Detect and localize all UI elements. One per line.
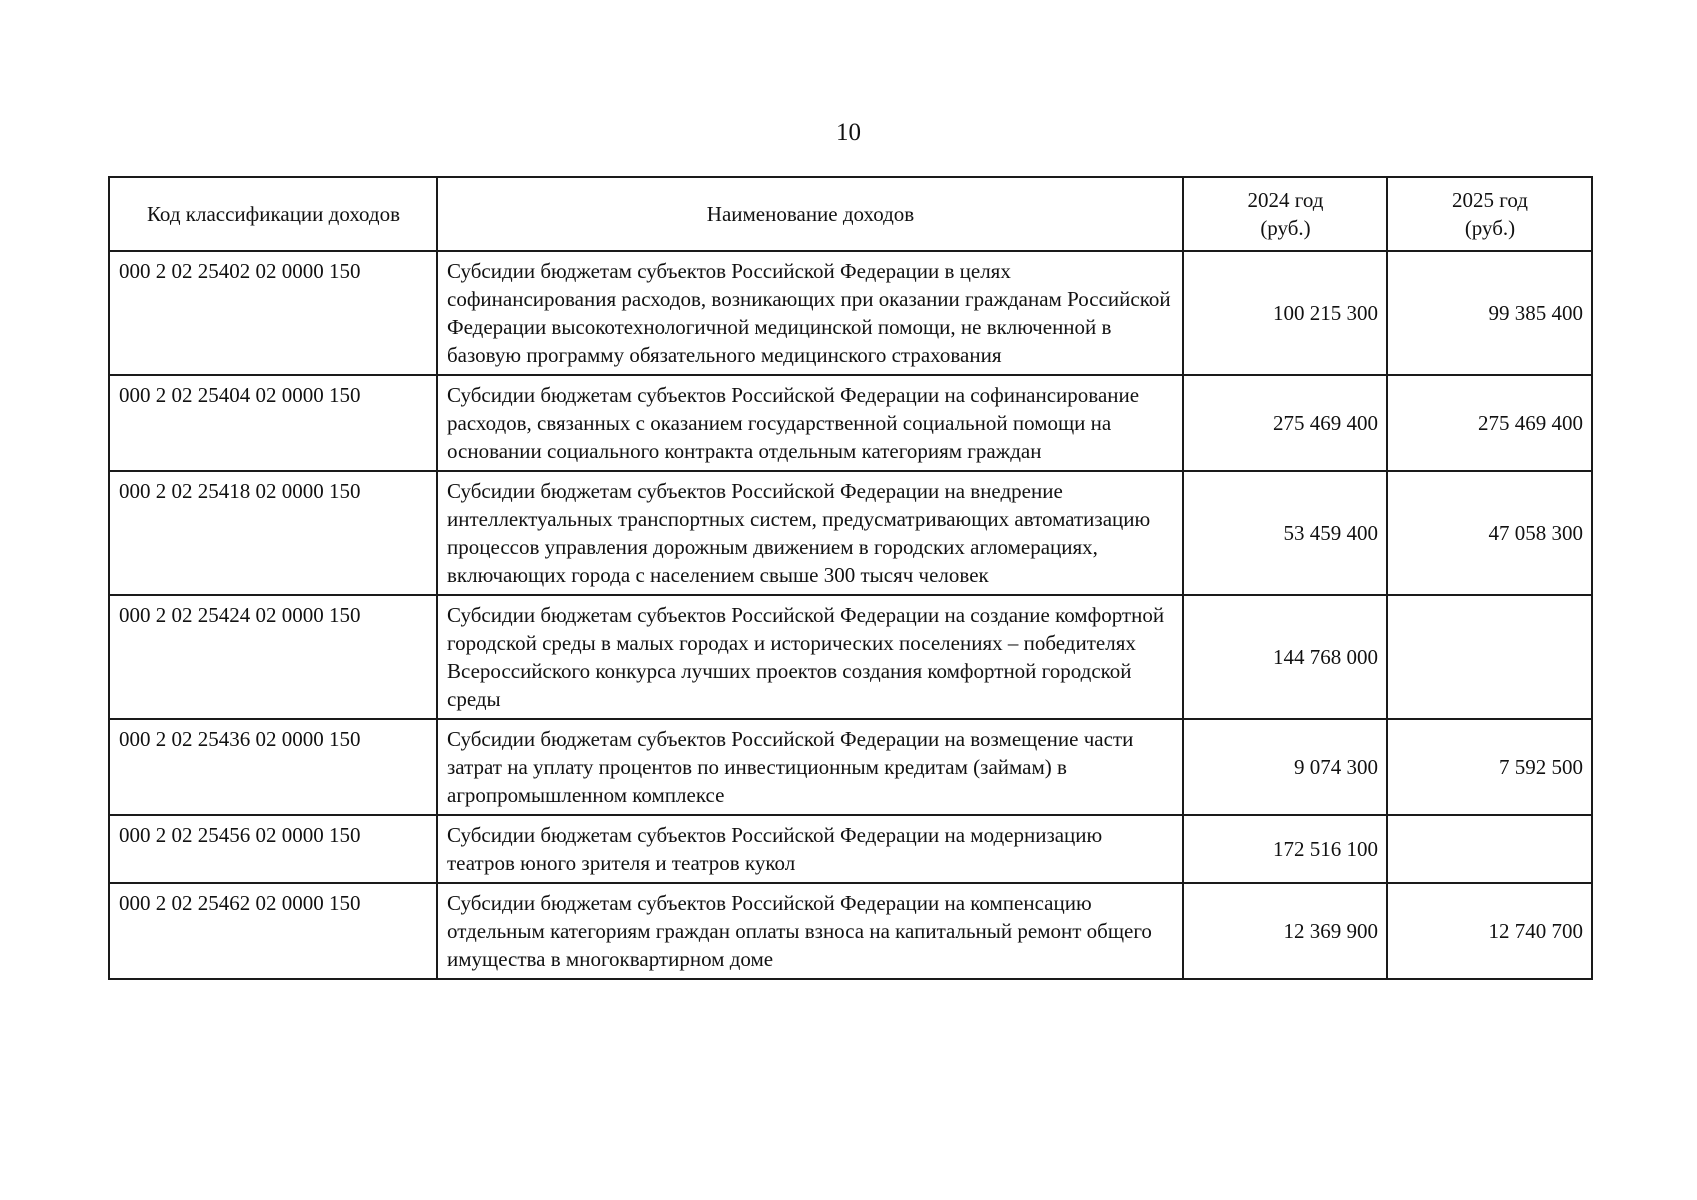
- row-code: 000 2 02 25402 02 0000 150: [109, 251, 437, 375]
- header-name: Наименование доходов: [437, 177, 1183, 251]
- row-code: 000 2 02 25462 02 0000 150: [109, 883, 437, 979]
- table-row: [109, 471, 1592, 595]
- row-2024-value: 9 074 300: [1183, 719, 1387, 815]
- row-2025-value: [1387, 815, 1592, 883]
- row-2025-value: [1387, 595, 1592, 719]
- row-2025-value: 99 385 400: [1387, 251, 1592, 375]
- row-name: Субсидии бюджетам субъектов Российской Федерации на компенсацию отдельным категориям граждан оплаты взноса на капитальный ремонт общего имущества в многоквартирном доме: [437, 883, 1183, 979]
- row-name: Субсидии бюджетам субъектов Российской Федерации на создание комфортной городской среды в малых городах и исторических поселениях – победителях Всероссийского конкурса лучших проектов создания комфортной городской среды: [437, 595, 1183, 719]
- table-row: [109, 595, 1592, 719]
- row-2024-value: 144 768 000: [1183, 595, 1387, 719]
- row-2025-value: 7 592 500: [1387, 719, 1592, 815]
- header-code: Код классификации доходов: [109, 177, 437, 251]
- row-code: 000 2 02 25424 02 0000 150: [109, 595, 437, 719]
- table-header-row: [109, 177, 1592, 251]
- row-name: Субсидии бюджетам субъектов Российской Федерации на модернизацию театров юного зрителя и театров кукол: [437, 815, 1183, 883]
- row-2024-value: 53 459 400: [1183, 471, 1387, 595]
- row-2024-value: 100 215 300: [1183, 251, 1387, 375]
- row-2024-value: 172 516 100: [1183, 815, 1387, 883]
- row-code: 000 2 02 25418 02 0000 150: [109, 471, 437, 595]
- header-2025: 2025 год (руб.): [1387, 177, 1592, 251]
- row-name: Субсидии бюджетам субъектов Российской Федерации на внедрение интеллектуальных транспортных систем, предусматривающих автоматизацию процессов управления дорожным движением в городских агломерациях, включающих города с населением свыше 300 тысяч человек: [437, 471, 1183, 595]
- table-row: [109, 375, 1592, 471]
- table-row: [109, 815, 1592, 883]
- row-2025-value: 12 740 700: [1387, 883, 1592, 979]
- table-row: [109, 883, 1592, 979]
- row-code: 000 2 02 25456 02 0000 150: [109, 815, 437, 883]
- row-code: 000 2 02 25404 02 0000 150: [109, 375, 437, 471]
- table-row: [109, 251, 1592, 375]
- row-2024-value: 12 369 900: [1183, 883, 1387, 979]
- header-2024: 2024 год (руб.): [1183, 177, 1387, 251]
- row-name: Субсидии бюджетам субъектов Российской Федерации на софинансирование расходов, связанных с оказанием государственной социальной помощи на основании социального контракта отдельным категориям граждан: [437, 375, 1183, 471]
- row-2025-value: 275 469 400: [1387, 375, 1592, 471]
- row-2024-value: 275 469 400: [1183, 375, 1387, 471]
- income-table: [108, 176, 1593, 980]
- row-code: 000 2 02 25436 02 0000 150: [109, 719, 437, 815]
- table-row: [109, 719, 1592, 815]
- row-name: Субсидии бюджетам субъектов Российской Федерации в целях софинансирования расходов, возникающих при оказании гражданам Российской Федерации высокотехнологичной медицинской помощи, не включенной в базовую программу обязательного медицинского страхования: [437, 251, 1183, 375]
- row-name: Субсидии бюджетам субъектов Российской Федерации на возмещение части затрат на уплату процентов по инвестиционным кредитам (займам) в агропромышленном комплексе: [437, 719, 1183, 815]
- page-number: 10: [836, 119, 861, 146]
- row-2025-value: 47 058 300: [1387, 471, 1592, 595]
